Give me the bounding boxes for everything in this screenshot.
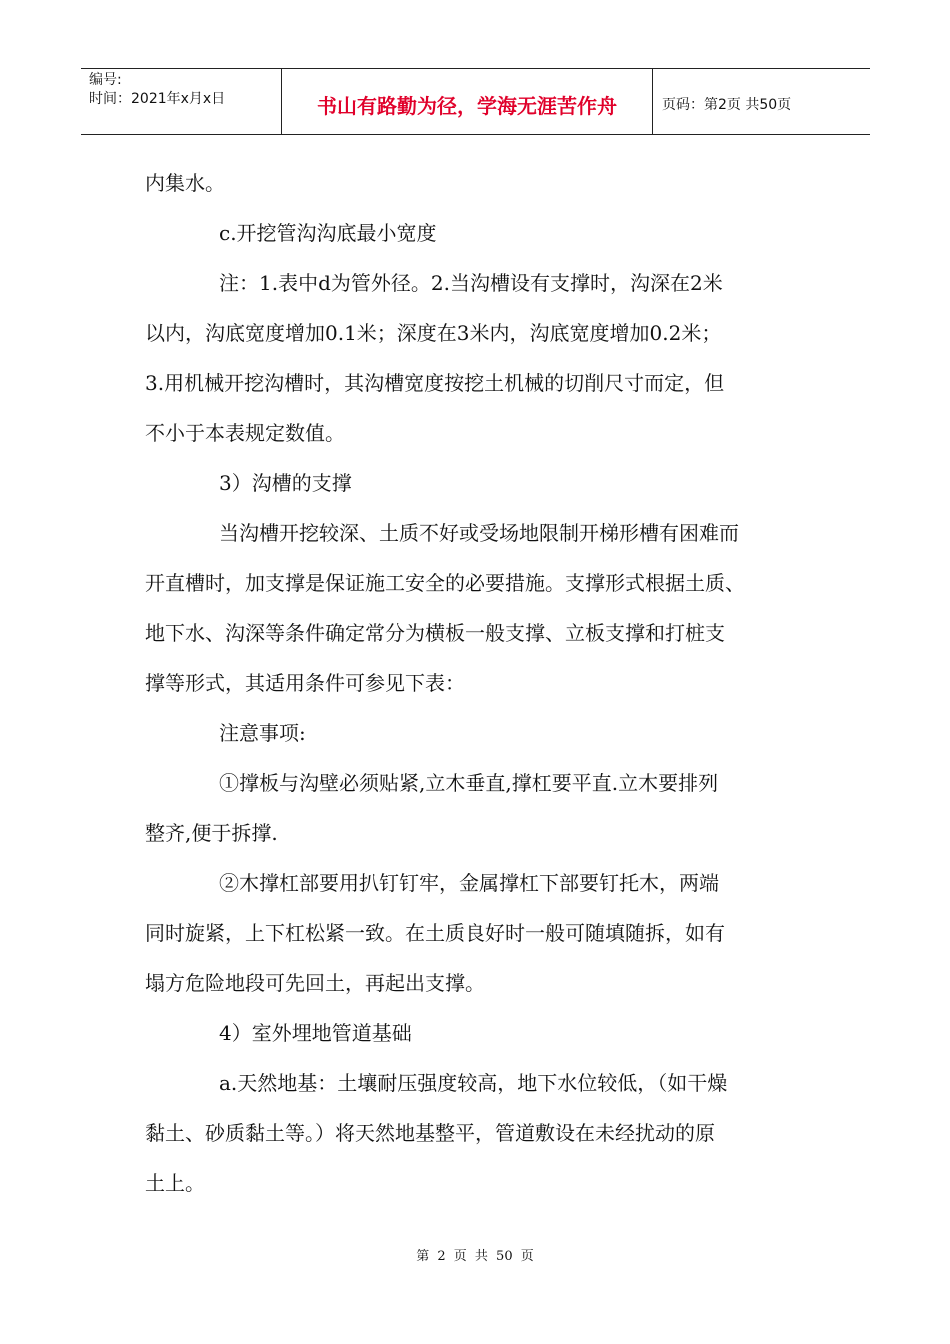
body-line: 黏土、砂质黏土等。）将天然地基整平，管道敷设在未经扰动的原 [145, 1121, 715, 1145]
body-line: 内集水。 [145, 171, 225, 195]
body-line: 土上。 [145, 1171, 205, 1195]
body-line: 开直槽时，加支撑是保证施工安全的必要措施。支撑形式根据土质、 [145, 571, 745, 595]
body-line: ①撑板与沟壁必须贴紧,立木垂直,撑杠要平直.立木要排列 [219, 771, 719, 795]
body-line: a.天然地基：土壤耐压强度较高，地下水位较低，（如干燥 [219, 1071, 728, 1095]
page-footer [0, 1245, 950, 1264]
document-time-label: 时间：2021年x月x日 [89, 91, 226, 107]
page-header [81, 68, 870, 135]
body-line: 当沟槽开挖较深、土质不好或受场地限制开梯形槽有困难而 [219, 521, 739, 545]
document-number-label: 编号: [89, 72, 122, 88]
header-page-cell [653, 69, 870, 134]
header-motto-cell [282, 69, 653, 134]
header-motto: 书山有路勤为径，学海无涯苦作舟 [317, 94, 617, 118]
body-line: 4）室外埋地管道基础 [219, 1021, 412, 1045]
body-line: 同时旋紧，上下杠松紧一致。在土质良好时一般可随填随拆，如有 [145, 921, 725, 945]
header-page-info: 页码：第2页 共50页 [662, 96, 792, 113]
body-line: 以内，沟底宽度增加0.1米；深度在3米内，沟底宽度增加0.2米； [145, 321, 722, 345]
header-meta-cell [81, 69, 282, 134]
body-line: c.开挖管沟沟底最小宽度 [219, 221, 437, 245]
body-line: 3）沟槽的支撑 [219, 471, 352, 495]
footer-page-number: 第 2 页 共 50 页 [416, 1249, 534, 1264]
body-line: ②木撑杠部要用扒钉钉牢，金属撑杠下部要钉托木，两端 [219, 871, 719, 895]
body-line: 不小于本表规定数值。 [145, 421, 345, 445]
body-line: 塌方危险地段可先回土，再起出支撑。 [145, 971, 485, 995]
body-line: 注意事项: [219, 721, 306, 745]
document-body [145, 158, 825, 1208]
body-line: 地下水、沟深等条件确定常分为横板一般支撑、立板支撑和打桩支 [145, 621, 725, 645]
body-line: 3.用机械开挖沟槽时，其沟槽宽度按挖土机械的切削尺寸而定，但 [145, 371, 725, 395]
body-line: 注：1.表中d为管外径。2.当沟槽设有支撑时，沟深在2米 [219, 271, 723, 295]
body-line: 整齐,便于拆撑. [145, 821, 278, 845]
body-line: 撑等形式，其适用条件可参见下表： [145, 671, 465, 695]
